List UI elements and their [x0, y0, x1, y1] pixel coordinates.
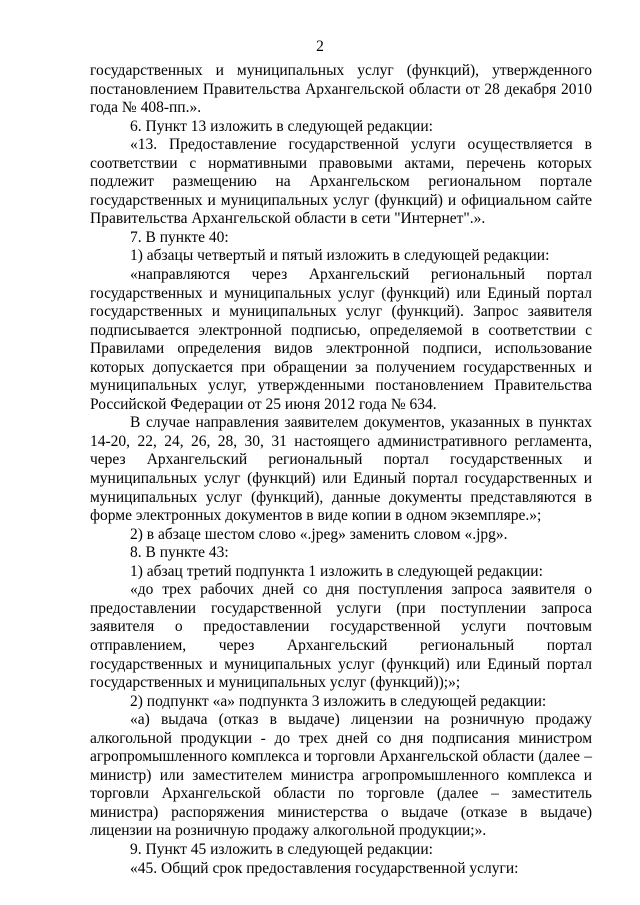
paragraph-item-6: 6. Пункт 13 изложить в следующей редакции:	[130, 117, 433, 135]
paragraph-item-7: 7. В пункте 40:	[130, 228, 229, 246]
paragraph-quote-directed: «направляются через Архангельский региональный портал государственных и муниципальных услуг (функций) или Единый портал государственных и муниципальных услуг (функций). Запрос заявителя подписывается электронной подписью, определяемой в соответствии с Правилами определения видов электронной подписи, использование которых допускается при обращении за получением государственных и муниципальных услуг, утвержденными постановлением Правительства Российской Федерации от 25 июня 2012 года № 634.	[90, 266, 592, 413]
paragraph-quote-documents: В случае направления заявителем документов, указанных в пунктах 14-20, 22, 24, 26, 28, 30, 31 настоящего административного регламента, через Архангельский региональный портал государственных и муниципальных услуг (функций) или Единый портал государственных и муниципальных услуг (функций), данные документы представляются в форме электронных документов в виде копии в одном экземпляре.»;	[90, 414, 592, 525]
paragraph-item-7-2: 2) в абзаце шестом слово «.jpeg» заменить словом «.jpg».	[130, 525, 508, 543]
paragraph-item-8-2: 2) подпункт «а» подпункта 3 изложить в следующей редакции:	[130, 692, 547, 710]
paragraph-quote-13: «13. Предоставление государственной услуги осуществляется в соответствии с нормативными правовыми актами, перечень которых подлежит размещению на Архангельском региональном портале государственных и муниципальных услуг (функций) и официальном сайте Правительства Архангельской области в сети "Интернет".».	[90, 136, 592, 228]
paragraph-continuation: государственных и муниципальных услуг (функций), утвержденного постановлением Правительства Архангельской области от 28 декабря 2010 года № 408-пп.».	[90, 62, 592, 117]
paragraph-quote-45: «45. Общий срок предоставления государственной услуги:	[130, 859, 519, 877]
paragraph-item-8: 8. В пункте 43:	[130, 544, 229, 562]
paragraph-item-9: 9. Пункт 45 изложить в следующей редакции:	[130, 840, 433, 858]
paragraph-quote-three-days: «до трех рабочих дней со дня поступления запроса заявителя о предоставлении государственной услуги (при поступлении запроса заявителя о предоставлении государственной услуги почтовым отправлением, через Архангельский региональный портал государственных и муниципальных услуг (функций) или Единый портал государственных и муниципальных услуг (функций));»;	[90, 581, 592, 692]
paragraph-quote-license: «а) выдача (отказ в выдаче) лицензии на розничную продажу алкогольной продукции - до трех дней со дня подписания министром агропромышленного комплекса и торговли Архангельской области (далее – министр) или заместителем министра агропромышленного комплекса и торговли Архангельской области по торговле (далее – заместитель министра) распоряжения министерства о выдаче (отказе в выдаче) лицензии на розничную продажу алкогольной продукции;».	[90, 711, 592, 840]
document-body	[90, 62, 592, 878]
page-number: 2	[316, 38, 324, 55]
paragraph-item-7-1: 1) абзацы четвертый и пятый изложить в следующей редакции:	[130, 247, 550, 265]
paragraph-item-8-1: 1) абзац третий подпункта 1 изложить в следующей редакции:	[130, 562, 543, 580]
